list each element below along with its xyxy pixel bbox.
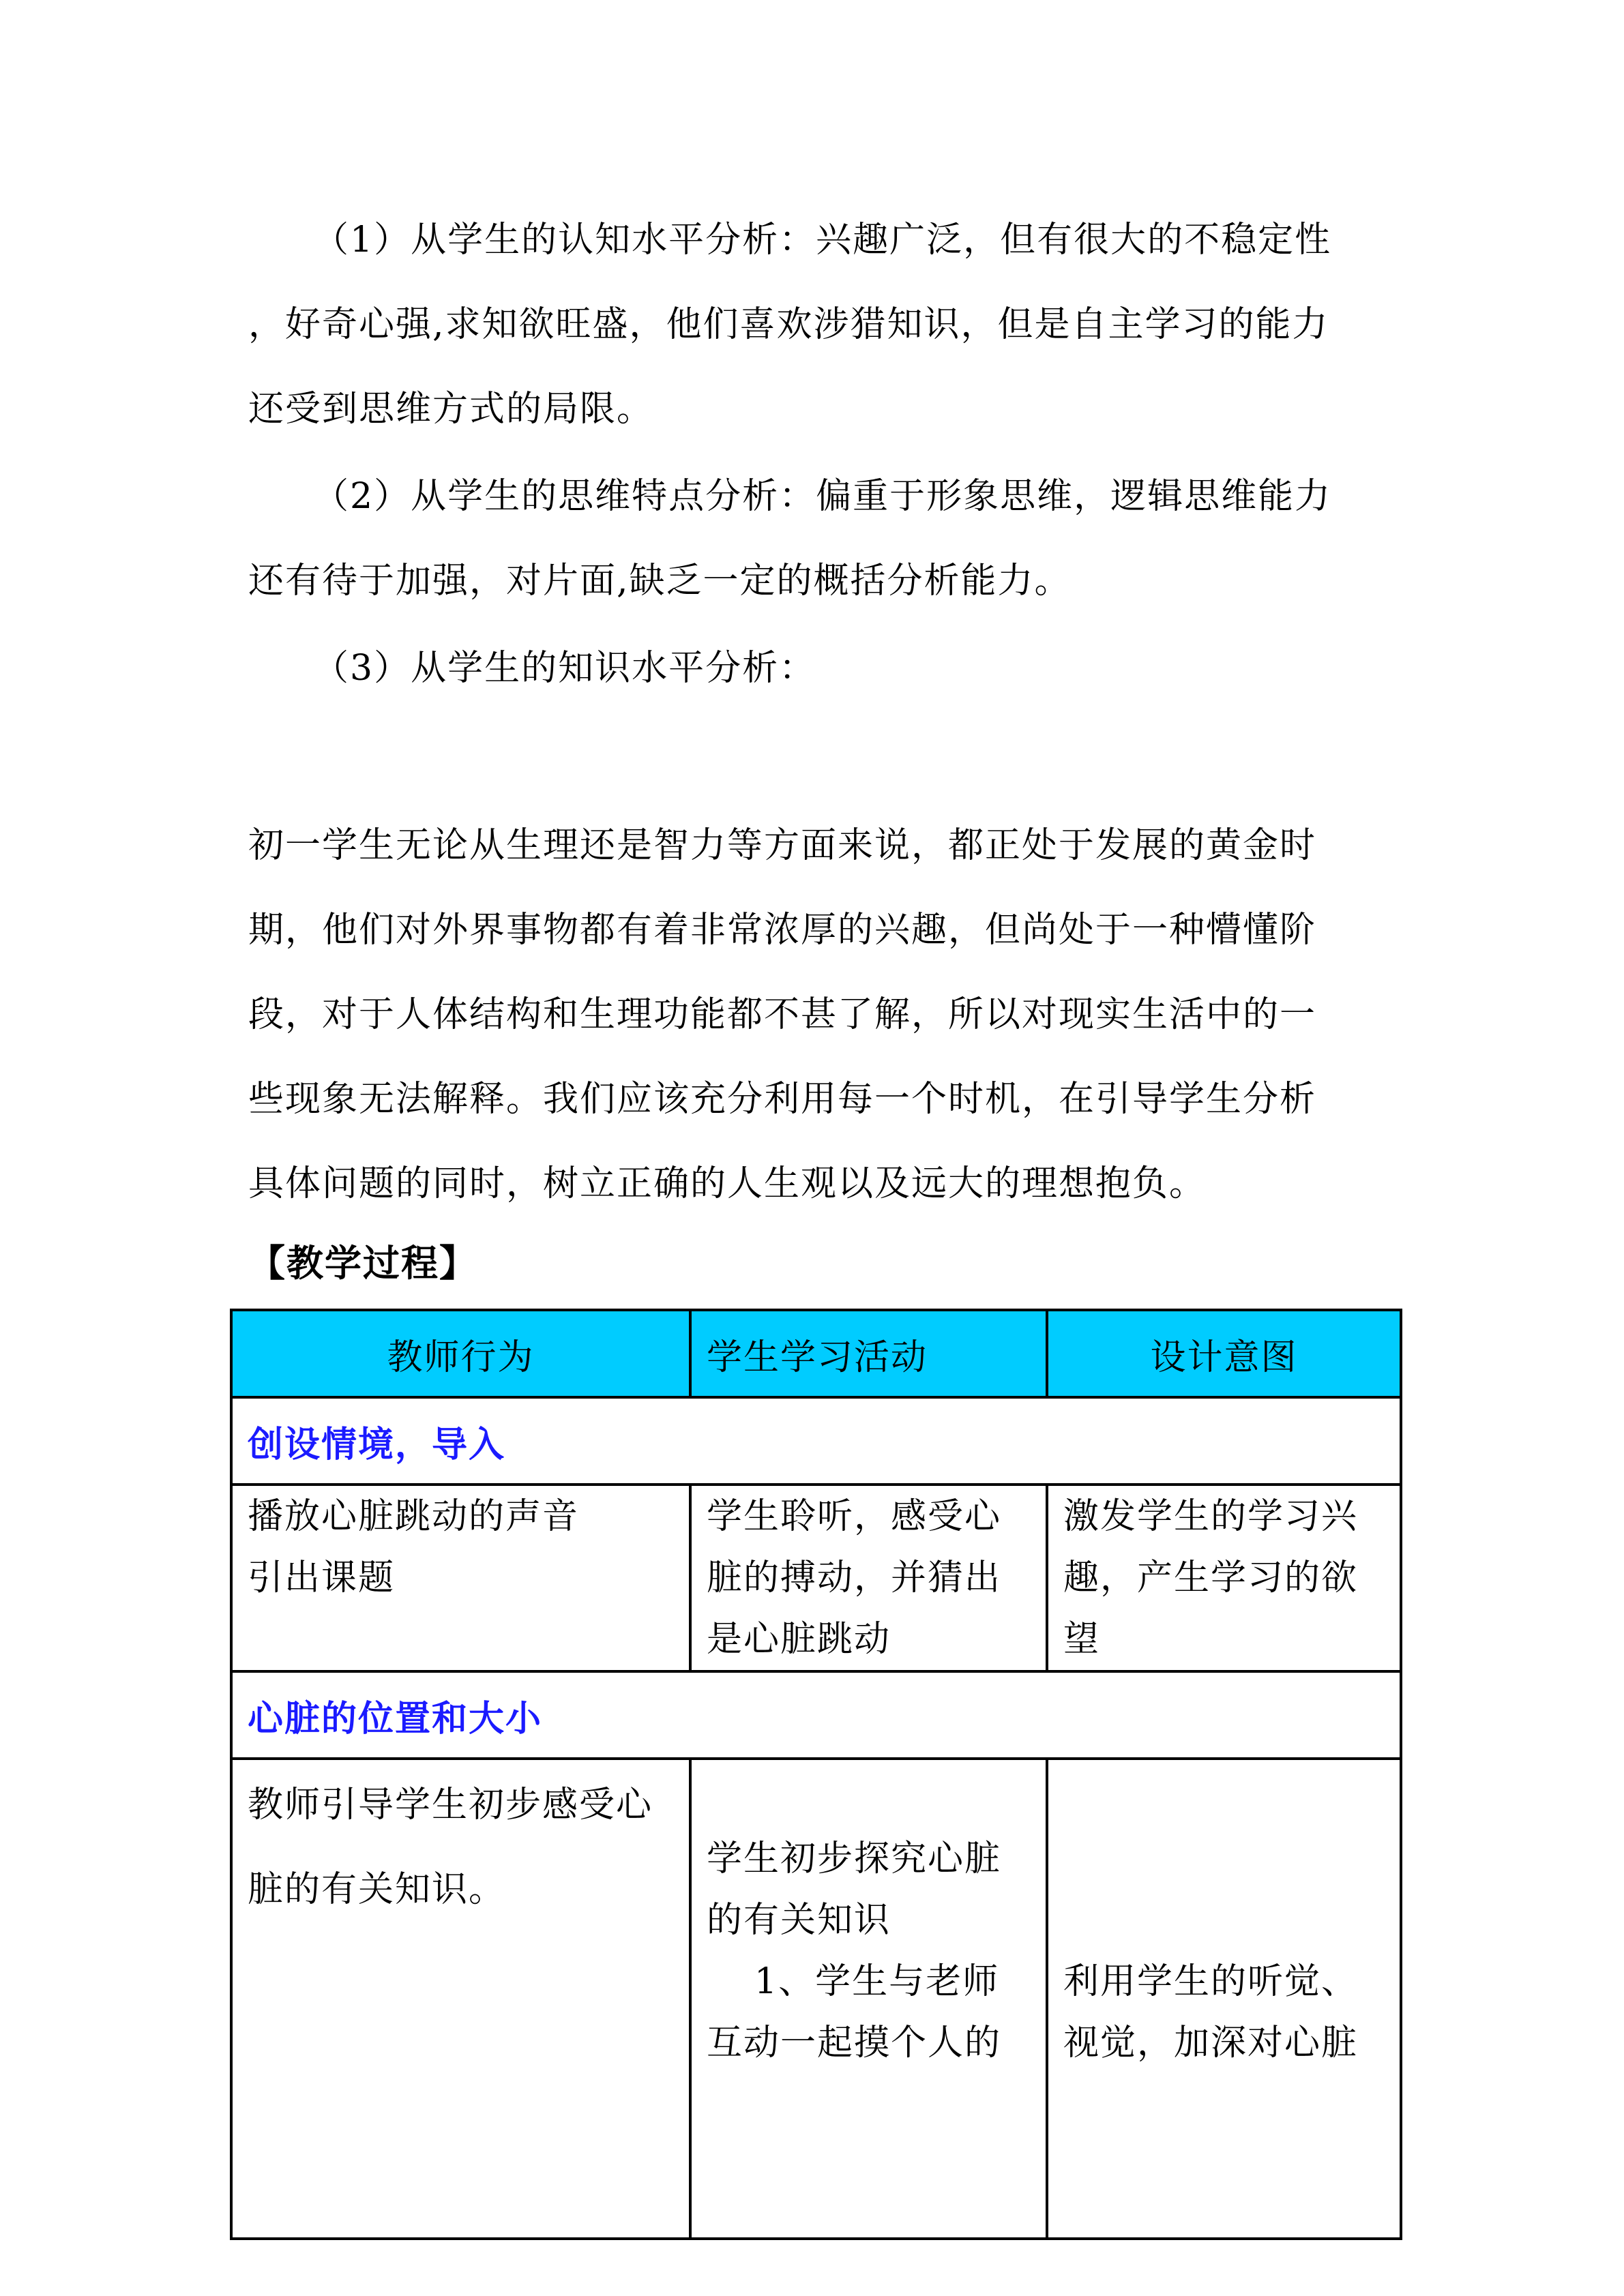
cell-line: 1、学生与老师 xyxy=(754,1961,1000,2002)
student-cell xyxy=(690,1759,1047,2239)
cell-line: 引出课题 xyxy=(248,1557,396,1598)
header-teacher-behavior: 教师行为 xyxy=(231,1310,690,1397)
analysis-paragraph-4 xyxy=(248,803,1394,1226)
cell-line: 是心脏跳动 xyxy=(707,1619,891,1660)
section-title: 心脏的位置和大小 xyxy=(231,1671,1401,1759)
text-line: （3）从学生的知识水平分析： xyxy=(313,648,816,689)
section-row xyxy=(231,1397,1401,1485)
cell-line: 脏的搏动，并猜出 xyxy=(707,1557,1002,1598)
cell-line: 脏的有关知识。 xyxy=(248,1869,506,1910)
analysis-paragraph-1 xyxy=(248,198,1394,451)
header-design-intent: 设计意图 xyxy=(1047,1310,1401,1397)
text-line: 初一学生无论从生理还是智力等方面来说，都正处于发展的黄金时 xyxy=(248,825,1317,866)
table-row xyxy=(231,1759,1401,2239)
text-line: 具体问题的同时，树立正确的人生观以及远大的理想抱负。 xyxy=(248,1163,1207,1204)
student-cell xyxy=(690,1485,1047,1671)
cell-line: 望 xyxy=(1063,1619,1101,1660)
cell-line: 激发学生的学习兴 xyxy=(1063,1496,1359,1537)
table-header-row xyxy=(231,1310,1401,1397)
analysis-paragraph-3 xyxy=(248,626,1394,711)
text-line: ，好奇心强,求知欲旺盛，他们喜欢涉猎知识，但是自主学习的能力 xyxy=(248,304,1329,345)
cell-line: 视觉，加深对心脏 xyxy=(1063,2023,1359,2063)
cell-line: 学生聆听，感受心 xyxy=(707,1496,1002,1537)
text-line: （1）从学生的认知水平分析：兴趣广泛，但有很大的不稳定性 xyxy=(313,220,1332,260)
cell-line: 播放心脏跳动的声音 xyxy=(248,1496,580,1537)
teacher-cell xyxy=(231,1485,690,1671)
text-line: 期，他们对外界事物都有着非常浓厚的兴趣，但尚处于一种懵懂阶 xyxy=(248,910,1317,951)
text-line: （2）从学生的思维特点分析：偏重于形象思维，逻辑思维能力 xyxy=(313,476,1332,517)
section-row xyxy=(231,1671,1401,1759)
design-cell xyxy=(1047,1485,1401,1671)
text-line: 段，对于人体结构和生理功能都不甚了解，所以对现实生活中的一 xyxy=(248,994,1317,1035)
teaching-process-heading: 【教学过程】 xyxy=(248,1242,477,1285)
design-cell xyxy=(1047,1759,1401,2239)
cell-line: 学生初步探究心脏 xyxy=(707,1838,1002,1879)
section-title: 创设情境，导入 xyxy=(231,1397,1401,1485)
cell-line: 趣，产生学习的欲 xyxy=(1063,1557,1359,1598)
text-line: 还有待于加强，对片面,缺乏一定的概括分析能力。 xyxy=(248,561,1072,601)
cell-line: 利用学生的听觉、 xyxy=(1063,1961,1359,2002)
cell-line: 互动一起摸个人的 xyxy=(707,2023,1002,2063)
text-line: 些现象无法解释。我们应该充分利用每一个时机，在引导学生分析 xyxy=(248,1079,1317,1120)
table-row xyxy=(231,1485,1401,1671)
teaching-process-table xyxy=(230,1309,1402,2240)
teacher-cell xyxy=(231,1759,690,2239)
analysis-paragraph-2 xyxy=(248,454,1394,623)
cell-line: 教师引导学生初步感受心 xyxy=(248,1785,653,1825)
text-line: 还受到思维方式的局限。 xyxy=(248,389,654,430)
header-student-activity: 学生学习活动 xyxy=(690,1310,1047,1397)
cell-line: 的有关知识 xyxy=(707,1900,891,1941)
